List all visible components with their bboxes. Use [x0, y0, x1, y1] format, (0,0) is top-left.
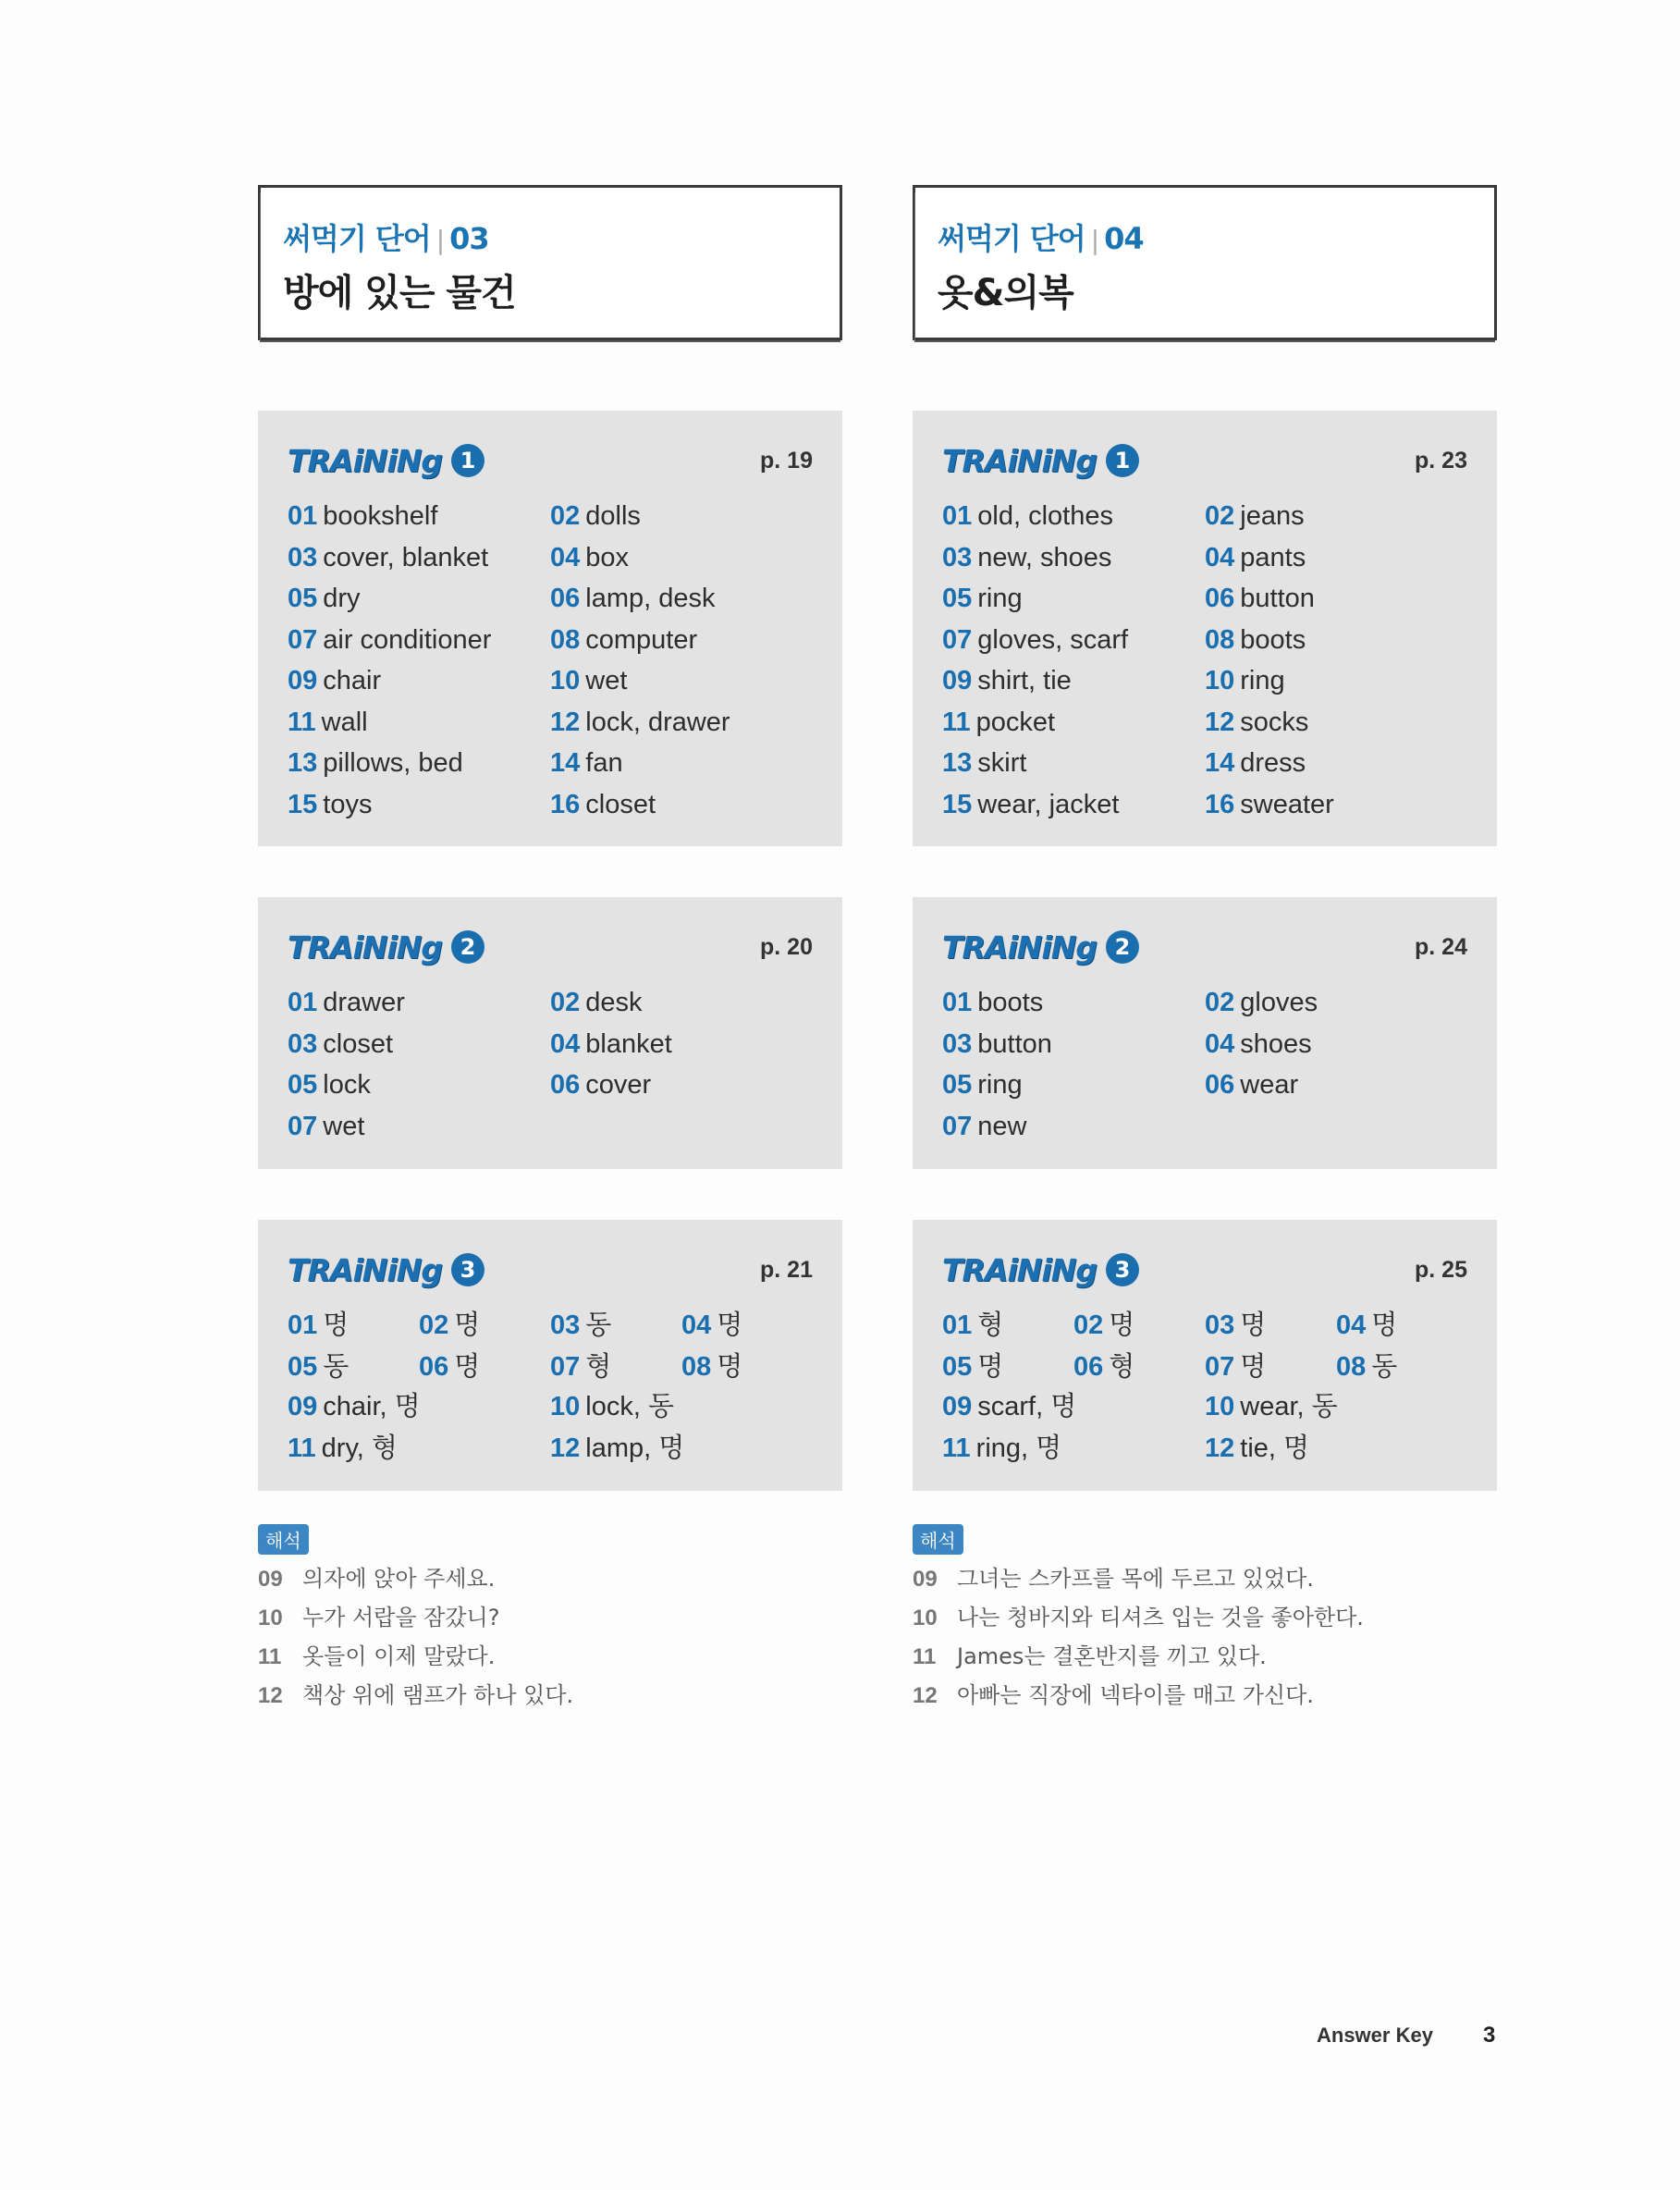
answer-item [942, 702, 1205, 744]
answer-text: 명 [454, 1351, 481, 1382]
answer-text: tie, 명 [1240, 1433, 1310, 1463]
answer-grid [288, 982, 813, 1147]
answer-number: 04 [550, 542, 581, 572]
answer-number: 07 [1205, 1351, 1235, 1382]
answer-text: closet [323, 1028, 394, 1059]
page-footer [1317, 2024, 1498, 2051]
answer-item [942, 1428, 1205, 1470]
answer-item [1205, 1064, 1467, 1106]
answer-number: 06 [419, 1351, 449, 1382]
answer-text: wet [585, 666, 628, 695]
answer-text: pocket [975, 707, 1056, 737]
answer-item [550, 702, 813, 744]
answer-item [1205, 743, 1467, 784]
answer-number: 14 [550, 748, 581, 778]
translation-line [913, 1637, 1497, 1676]
answer-number: 01 [288, 988, 318, 1017]
training-heading [942, 440, 1139, 481]
answer-text: skirt [977, 748, 1027, 778]
translation-number: 09 [913, 1567, 938, 1592]
answer-item [550, 982, 813, 1024]
translation-number: 10 [913, 1606, 938, 1630]
answer-number: 06 [1073, 1351, 1104, 1382]
answer-number: 13 [288, 748, 318, 778]
answer-text: dry [323, 584, 361, 613]
answer-number: 09 [288, 666, 318, 695]
answer-text: 명 [323, 1310, 349, 1340]
answer-number: 11 [288, 1433, 316, 1463]
answer-item [288, 1106, 550, 1148]
answer-number: 01 [942, 501, 973, 531]
answer-text: socks [1240, 707, 1309, 737]
answer-number: 01 [942, 988, 973, 1017]
divider: | [435, 225, 445, 255]
answer-number: 03 [1205, 1310, 1235, 1340]
answer-text: wear, 동 [1240, 1392, 1338, 1421]
answer-item [550, 1428, 813, 1470]
page-reference: p. 24 [1415, 934, 1467, 960]
answer-text: lock, 동 [585, 1392, 674, 1421]
answer-number: 02 [550, 501, 581, 531]
training-heading [942, 927, 1139, 967]
answer-text: 형 [977, 1310, 1004, 1340]
answer-text: box [585, 542, 630, 572]
answer-item [942, 1064, 1205, 1106]
answer-item [1205, 496, 1467, 537]
answer-number: 11 [288, 707, 316, 737]
answer-text: cover [585, 1070, 652, 1100]
answer-item [942, 620, 1205, 661]
answer-number: 05 [288, 1351, 318, 1382]
answer-number: 11 [942, 707, 971, 737]
translation-text: 나는 청바지와 티셔츠 입는 것을 좋아한다. [957, 1605, 1364, 1630]
answer-number: 07 [288, 1111, 318, 1141]
answer-text: cover, blanket [323, 542, 489, 572]
training-number-badge: 2 [451, 930, 484, 964]
answer-text: new [977, 1111, 1027, 1141]
answer-text: lock [323, 1070, 371, 1100]
answer-item [288, 1305, 419, 1347]
unit-title-box [913, 185, 1497, 340]
answer-item [942, 578, 1205, 620]
answer-number: 08 [1205, 624, 1235, 655]
answer-item [942, 784, 1205, 826]
answer-number: 05 [288, 584, 318, 613]
answer-item [288, 702, 550, 744]
answer-text: toys [323, 789, 373, 819]
answer-number: 04 [550, 1028, 581, 1059]
answer-item [1205, 1024, 1467, 1065]
answer-grid [942, 982, 1467, 1147]
answer-item [1205, 1305, 1336, 1347]
answer-item [942, 660, 1205, 702]
answer-item [550, 537, 813, 579]
answer-item [288, 660, 550, 702]
answer-number: 04 [1205, 542, 1235, 572]
answer-text: 명 [1371, 1310, 1398, 1340]
answer-item [550, 1347, 681, 1388]
translation-number: 09 [258, 1567, 283, 1592]
answer-item [288, 1428, 550, 1470]
answer-number: 10 [550, 666, 581, 695]
answer-item [550, 660, 813, 702]
answer-text: pants [1240, 542, 1306, 572]
answer-number: 03 [288, 1028, 318, 1059]
translation-tag: 해석 [258, 1524, 309, 1555]
answer-item [942, 1106, 1205, 1148]
answer-text: 명 [1240, 1351, 1267, 1382]
answer-item [419, 1305, 550, 1347]
answer-number: 14 [1205, 748, 1235, 778]
answer-number: 03 [288, 542, 318, 572]
answer-item [1205, 578, 1467, 620]
answer-text: scarf, 명 [977, 1392, 1077, 1421]
translation-line [258, 1637, 842, 1676]
answer-text: wear, jacket [977, 789, 1120, 819]
answer-item [1205, 537, 1467, 579]
translation-text: 옷들이 이제 말랐다. [302, 1643, 496, 1669]
answer-item [681, 1305, 813, 1347]
answer-text: sweater [1240, 789, 1334, 819]
answer-item [550, 1024, 813, 1065]
answer-item [942, 982, 1205, 1024]
answer-text: blanket [585, 1028, 672, 1059]
answer-text: computer [585, 624, 698, 655]
answer-number: 08 [1336, 1351, 1367, 1382]
translation-number: 12 [913, 1683, 938, 1708]
answer-text: jeans [1240, 501, 1305, 531]
answer-item [1205, 1347, 1336, 1388]
translation-text: 의자에 앉아 주세요. [302, 1566, 496, 1592]
answer-text: button [1240, 584, 1315, 613]
answer-grid [942, 496, 1467, 825]
answer-item [288, 620, 550, 661]
translation-line [258, 1676, 842, 1715]
answer-item [942, 1305, 1073, 1347]
answer-number: 16 [550, 789, 581, 819]
unit-title-box [258, 185, 842, 340]
answer-item [550, 784, 813, 826]
translation-text: 누가 서랍을 잠갔니? [302, 1605, 500, 1630]
answer-grid-short [942, 1305, 1467, 1387]
answer-number: 03 [942, 542, 973, 572]
unit-label [283, 215, 489, 258]
answer-grid-long [942, 1386, 1467, 1469]
answer-item [942, 1386, 1205, 1428]
page-number: 3 [1483, 2023, 1496, 2048]
answer-text: ring [1240, 666, 1285, 695]
answer-number: 07 [942, 624, 973, 655]
training-number-badge: 1 [451, 444, 484, 477]
answer-text: ring [977, 584, 1023, 613]
answer-text: wear [1240, 1070, 1299, 1100]
answer-item [288, 1064, 550, 1106]
answer-number: 02 [419, 1310, 449, 1340]
translation-tag-row [913, 1524, 1497, 1559]
answer-number: 06 [550, 584, 581, 613]
training-heading [288, 1249, 484, 1290]
answer-item [288, 578, 550, 620]
answer-text: lamp, desk [585, 584, 716, 613]
answer-item [942, 537, 1205, 579]
unit-number: 03 [449, 221, 489, 256]
answer-number: 07 [288, 624, 318, 655]
training-logo: TRAiNiNg [942, 1251, 1097, 1288]
answer-number: 11 [942, 1433, 971, 1463]
answer-number: 08 [681, 1351, 712, 1382]
translation-section [913, 1524, 1497, 1715]
answer-text: bookshelf [323, 501, 438, 531]
answer-text: 동 [323, 1351, 349, 1382]
training-heading [942, 1249, 1139, 1290]
unit-column-03 [258, 185, 842, 1708]
translation-line [913, 1676, 1497, 1715]
divider: | [1090, 225, 1099, 255]
answer-number: 16 [1205, 789, 1235, 819]
training-1-panel [258, 411, 842, 846]
answer-number: 01 [288, 1310, 318, 1340]
training-logo: TRAiNiNg [942, 442, 1097, 479]
answer-number: 09 [942, 666, 973, 695]
answer-text: lock, drawer [585, 707, 730, 737]
answer-text: boots [1240, 624, 1306, 655]
answer-text: gloves [1240, 988, 1318, 1017]
answer-item [288, 982, 550, 1024]
answer-text: wet [323, 1111, 365, 1141]
answer-number: 02 [1205, 988, 1235, 1017]
answer-item [1073, 1347, 1205, 1388]
answer-number: 12 [550, 1433, 581, 1463]
training-logo: TRAiNiNg [288, 1251, 442, 1288]
page-reference: p. 25 [1415, 1257, 1467, 1283]
answer-item [288, 1024, 550, 1065]
answer-item [1205, 620, 1467, 661]
footer-label: Answer Key [1317, 2024, 1433, 2047]
training-heading [288, 440, 484, 481]
training-2-panel [913, 897, 1497, 1169]
translation-line [913, 1598, 1497, 1637]
answer-number: 10 [1205, 666, 1235, 695]
answer-text: 동 [585, 1310, 612, 1340]
answer-item [288, 784, 550, 826]
answer-text: 명 [454, 1310, 481, 1340]
answer-item [942, 1347, 1073, 1388]
translation-text: 책상 위에 램프가 하나 있다. [302, 1682, 574, 1708]
answer-text: chair [323, 666, 382, 695]
answer-item [288, 1347, 419, 1388]
answer-number: 07 [942, 1111, 973, 1141]
training-number-badge: 1 [1106, 444, 1139, 477]
answer-number: 12 [550, 707, 581, 737]
answer-text: gloves, scarf [977, 624, 1129, 655]
translation-text: James는 결혼반지를 끼고 있다. [957, 1643, 1267, 1669]
answer-number: 05 [288, 1070, 318, 1100]
answer-text: drawer [323, 988, 405, 1017]
answer-text: old, clothes [977, 501, 1113, 531]
translation-line [258, 1559, 842, 1598]
page-reference: p. 19 [760, 448, 813, 474]
answer-item [1073, 1305, 1205, 1347]
unit-column-04 [913, 185, 1497, 1708]
answer-text: ring, 명 [975, 1433, 1062, 1463]
answer-item [419, 1347, 550, 1388]
answer-number: 04 [681, 1310, 712, 1340]
translation-text: 그녀는 스카프를 목에 두르고 있었다. [957, 1566, 1314, 1592]
answer-item [1205, 1386, 1467, 1428]
answer-item [1336, 1305, 1467, 1347]
answer-text: new, shoes [977, 542, 1112, 572]
answer-number: 06 [550, 1070, 581, 1100]
answer-number: 15 [942, 789, 973, 819]
answer-item [288, 496, 550, 537]
answer-item [1205, 784, 1467, 826]
answer-item [550, 1305, 681, 1347]
answer-text: chair, 명 [323, 1392, 421, 1421]
answer-item [1336, 1347, 1467, 1388]
answer-number: 15 [288, 789, 318, 819]
translation-number: 11 [258, 1644, 282, 1669]
training-heading [288, 927, 484, 967]
answer-item [550, 620, 813, 661]
answer-number: 12 [1205, 1433, 1235, 1463]
answer-number: 02 [1073, 1310, 1104, 1340]
training-3-panel [913, 1220, 1497, 1491]
answer-number: 06 [1205, 584, 1235, 613]
answer-grid-short [288, 1305, 813, 1387]
answer-number: 03 [550, 1310, 581, 1340]
answer-number: 13 [942, 748, 973, 778]
answer-text: 형 [585, 1351, 612, 1382]
training-number-badge: 3 [1106, 1253, 1139, 1286]
translation-number: 10 [258, 1606, 283, 1630]
answer-text: boots [977, 988, 1044, 1017]
training-logo: TRAiNiNg [288, 442, 442, 479]
translation-number: 12 [258, 1683, 283, 1708]
answer-text: fan [585, 748, 623, 778]
page-reference: p. 20 [760, 934, 813, 960]
answer-number: 09 [942, 1392, 973, 1421]
translation-text: 아빠는 직장에 넥타이를 매고 가신다. [957, 1682, 1314, 1708]
answer-number: 04 [1336, 1310, 1367, 1340]
answer-number: 05 [942, 1351, 973, 1382]
answer-item [550, 743, 813, 784]
answer-item [550, 578, 813, 620]
answer-text: wall [321, 707, 368, 737]
unit-title: 방에 있는 물건 [283, 272, 516, 314]
answer-number: 03 [942, 1028, 973, 1059]
answer-number: 09 [288, 1392, 318, 1421]
answer-item [1205, 1428, 1467, 1470]
answer-number: 02 [1205, 501, 1235, 531]
answer-text: 명 [717, 1351, 743, 1382]
answer-text: pillows, bed [323, 748, 463, 778]
translation-tag: 해석 [913, 1524, 963, 1555]
answer-number: 01 [942, 1310, 973, 1340]
answer-text: 명 [1240, 1310, 1267, 1340]
unit-number: 04 [1104, 221, 1144, 256]
answer-text: 명 [717, 1310, 743, 1340]
training-logo: TRAiNiNg [288, 929, 442, 966]
answer-text: dry, 형 [321, 1433, 398, 1463]
translation-section [258, 1524, 842, 1715]
answer-number: 04 [1205, 1028, 1235, 1059]
answer-text: ring [977, 1070, 1023, 1100]
training-2-panel [258, 897, 842, 1169]
answer-item [942, 1024, 1205, 1065]
answer-text: dolls [585, 501, 641, 531]
answer-item [288, 537, 550, 579]
training-logo: TRAiNiNg [942, 929, 1097, 966]
answer-number: 10 [1205, 1392, 1235, 1421]
answer-number: 10 [550, 1392, 581, 1421]
unit-label [938, 215, 1144, 258]
answer-grid-long [288, 1386, 813, 1469]
answer-text: lamp, 명 [585, 1433, 685, 1463]
answer-grid [288, 496, 813, 825]
answer-text: closet [585, 789, 656, 819]
unit-label-text: 써먹기 단어 [283, 221, 431, 256]
translation-line [258, 1598, 842, 1637]
answer-number: 07 [550, 1351, 581, 1382]
answer-number: 05 [942, 1070, 973, 1100]
page-reference: p. 21 [760, 1257, 813, 1283]
answer-text: 명 [1109, 1310, 1135, 1340]
answer-item [288, 743, 550, 784]
unit-label-text: 써먹기 단어 [938, 221, 1085, 256]
translation-line [913, 1559, 1497, 1598]
answer-number: 12 [1205, 707, 1235, 737]
answer-item [288, 1386, 550, 1428]
answer-item [550, 496, 813, 537]
answer-text: dress [1240, 748, 1306, 778]
answer-text: air conditioner [323, 624, 492, 655]
answer-text: desk [585, 988, 643, 1017]
answer-text: button [977, 1028, 1052, 1059]
answer-text: 명 [977, 1351, 1004, 1382]
answer-text: 형 [1109, 1351, 1135, 1382]
training-number-badge: 2 [1106, 930, 1139, 964]
answer-item [1205, 982, 1467, 1024]
answer-number: 08 [550, 624, 581, 655]
answer-number: 05 [942, 584, 973, 613]
answer-item [942, 496, 1205, 537]
translation-number: 11 [913, 1644, 937, 1669]
answer-item [681, 1347, 813, 1388]
translation-tag-row [258, 1524, 842, 1559]
answer-item [550, 1386, 813, 1428]
answer-number: 01 [288, 501, 318, 531]
answer-item [1205, 702, 1467, 744]
answer-text: shoes [1240, 1028, 1312, 1059]
answer-item [550, 1064, 813, 1106]
training-3-panel [258, 1220, 842, 1491]
answer-item [942, 743, 1205, 784]
answer-text: shirt, tie [977, 666, 1072, 695]
answer-number: 06 [1205, 1070, 1235, 1100]
answer-number: 02 [550, 988, 581, 1017]
page-reference: p. 23 [1415, 448, 1467, 474]
training-number-badge: 3 [451, 1253, 484, 1286]
training-1-panel [913, 411, 1497, 846]
unit-title: 옷&의복 [938, 272, 1073, 314]
answer-text: 동 [1371, 1351, 1398, 1382]
answer-item [1205, 660, 1467, 702]
